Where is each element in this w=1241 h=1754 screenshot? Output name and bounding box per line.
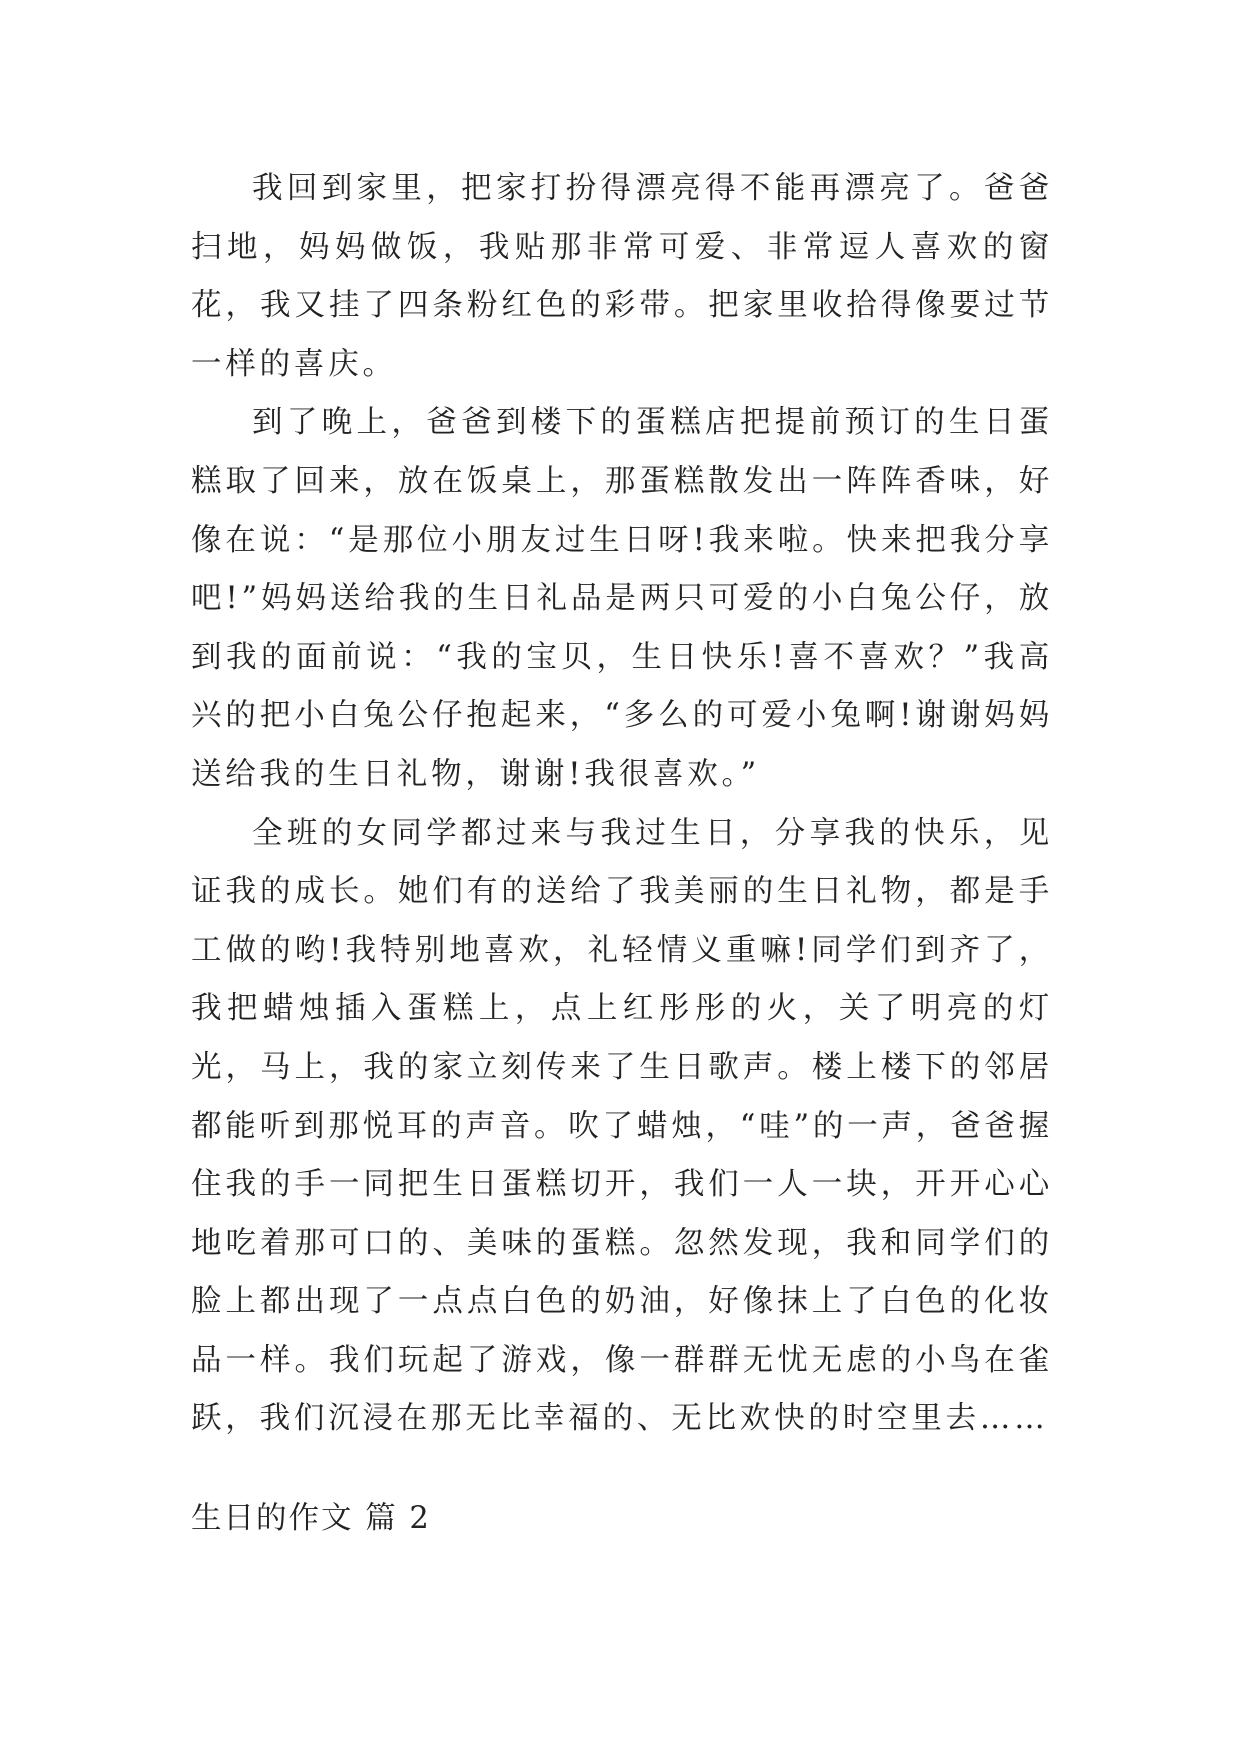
paragraph-2: 到了晚上，爸爸到楼下的蛋糕店把提前预订的生日蛋糕取了回来，放在饭桌上，那蛋糕散发出一阵阵香味，好像在说：“是那位小朋友过生日呀!我来啦。快来把我分享吧!”妈妈送给我的生日礼品是两只可爱的小白兔公仔，放到我的面前说：“我的宝贝，生日快乐!喜不喜欢？”我高兴的把小白兔公仔抱起来，“多么的可爱小兔啊!谢谢妈妈送给我的生日礼物，谢谢!我很喜欢。” [191, 405, 1053, 792]
essay-body [191, 160, 1053, 1449]
paragraph-1: 我回到家里，把家打扮得漂亮得不能再漂亮了。爸爸扫地，妈妈做饭，我贴那非常可爱、非常逗人喜欢的窗花，我又挂了四条粉红色的彩带。把家里收拾得像要过节一样的喜庆。 [191, 171, 1053, 382]
section-heading: 生日的作文 篇 2 [191, 1501, 431, 1536]
paragraph-3: 全班的女同学都过来与我过生日，分享我的快乐，见证我的成长。她们有的送给了我美丽的生日礼物，都是手工做的哟!我特别地喜欢，礼轻情义重嘛!同学们到齐了，我把蜡烛插入蛋糕上，点上红彤彤的火，关了明亮的灯光，马上，我的家立刻传来了生日歌声。楼上楼下的邻居都能听到那悦耳的声音。吹了蜡烛，“哇”的一声，爸爸握住我的手一同把生日蛋糕切开，我们一人一块，开开心心地吃着那可口的、美味的蛋糕。忽然发现，我和同学们的脸上都出现了一点点白色的奶油，好像抹上了白色的化妆品一样。我们玩起了游戏，像一群群无忧无虑的小鸟在雀跃，我们沉浸在那无比幸福的、无比欢快的时空里去…… [191, 815, 1053, 1437]
